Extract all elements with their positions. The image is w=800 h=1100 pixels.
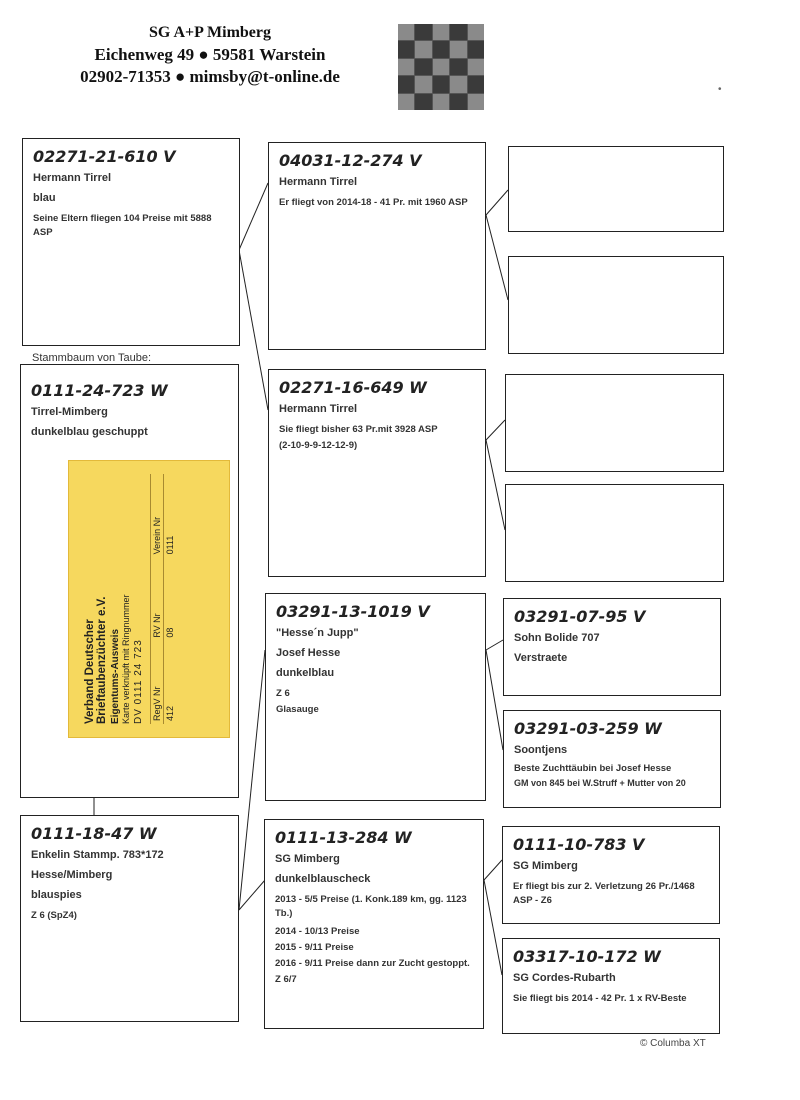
connector-mf-mff bbox=[486, 640, 503, 650]
connector-mother-mm bbox=[239, 880, 265, 910]
header-name: SG A+P Mimberg bbox=[149, 24, 271, 41]
mm-prize-2015: 2015 - 9/11 Preise bbox=[275, 942, 354, 953]
ff-breeder: Hermann Tirrel bbox=[279, 176, 358, 188]
mm-breeder: SG Mimberg bbox=[275, 853, 340, 865]
card-subtitle: Karte verknüpft mit Ringnummer bbox=[121, 594, 131, 724]
card-title: Eigentums-Ausweis bbox=[110, 628, 121, 724]
mf-note1: Z 6 bbox=[276, 688, 290, 699]
card-header-rv: RV Nr bbox=[150, 557, 163, 640]
card-ring-number: DV 0111 24 723 bbox=[133, 639, 144, 724]
mm-prize-2014: 2014 - 10/13 Preise bbox=[275, 926, 360, 937]
mff-line2: Verstraete bbox=[514, 652, 568, 664]
father-ring: 02271-21-610 V bbox=[33, 147, 176, 166]
card-value-rv: 08 bbox=[163, 557, 176, 640]
mm-z: Z 6/7 bbox=[275, 974, 297, 985]
ffa-empty-box bbox=[508, 146, 724, 232]
mother-ring: 0111-18-47 W bbox=[31, 824, 157, 843]
header-contact: 02902-71353 ● mimsby@t-online.de bbox=[80, 67, 340, 86]
mmf-breeder: SG Mimberg bbox=[513, 860, 578, 872]
card-header-regv: RegV Nr bbox=[150, 641, 163, 724]
copyright: © Columba XT bbox=[640, 1038, 706, 1049]
card-value-verein: 0111 bbox=[163, 474, 176, 557]
connector-mf-mfm bbox=[486, 650, 503, 750]
mmm-box bbox=[502, 938, 720, 1034]
connector-fm-2 bbox=[486, 440, 505, 530]
mfm-box bbox=[503, 710, 721, 808]
mfm-line2: Beste Zuchttäubin bei Josef Hesse bbox=[514, 763, 672, 774]
fm-breeder: Hermann Tirrel bbox=[279, 403, 358, 415]
mff-line1: Sohn Bolide 707 bbox=[514, 632, 600, 644]
header-address: Eichenweg 49 ● 59581 Warstein bbox=[94, 45, 326, 64]
subject-color: dunkelblau geschuppt bbox=[31, 426, 148, 438]
mmm-ring: 03317-10-172 W bbox=[513, 947, 661, 966]
subject-breeder: Tirrel-Mimberg bbox=[31, 406, 108, 418]
mff-box bbox=[503, 598, 721, 696]
card-ids bbox=[150, 474, 176, 724]
ff-ring: 04031-12-274 V bbox=[279, 151, 422, 170]
mm-ring: 0111-13-284 W bbox=[275, 828, 412, 847]
mother-note: Z 6 (SpZ4) bbox=[31, 910, 77, 921]
father-breeder: Hermann Tirrel bbox=[33, 172, 112, 184]
mmf-ring: 0111-10-783 V bbox=[513, 835, 645, 854]
fm-note2: (2-10-9-9-12-12-9) bbox=[279, 440, 358, 451]
mff-ring: 03291-07-95 V bbox=[514, 607, 646, 626]
card-association-2: Brieftaubenzüchter e.V. bbox=[96, 596, 108, 724]
pedigree-label: Stammbaum von Taube: bbox=[28, 352, 155, 364]
connector-mm-mmf bbox=[484, 860, 502, 880]
mf-box bbox=[265, 593, 486, 801]
mf-color: dunkelblau bbox=[276, 667, 335, 679]
mm-prize-2013: 2013 - 5/5 Preise (1. Konk.189 km, gg. 1123 Tb.) bbox=[275, 894, 467, 919]
ownership-card bbox=[68, 460, 230, 738]
ffb-empty-box bbox=[508, 256, 724, 354]
mother-color: blauspies bbox=[31, 889, 82, 901]
subject-ring: 0111-24-723 W bbox=[31, 381, 168, 400]
connector-fm-1 bbox=[486, 420, 505, 440]
mmf-box bbox=[502, 826, 720, 924]
connector-father-fm bbox=[239, 250, 268, 410]
mm-prize-2016: 2016 - 9/11 Preise dann zur Zucht gestoppt. bbox=[275, 958, 470, 969]
father-color: blau bbox=[33, 192, 56, 204]
ff-box bbox=[268, 142, 486, 350]
mmm-breeder: SG Cordes-Rubarth bbox=[513, 972, 616, 984]
mf-note2: Glasauge bbox=[276, 704, 319, 715]
mfm-line1: Soontjens bbox=[514, 744, 568, 756]
mmm-note: Sie fliegt bis 2014 - 42 Pr. 1 x RV-Beste bbox=[513, 993, 687, 1004]
father-box bbox=[22, 138, 240, 346]
stray-mark: • bbox=[718, 84, 722, 95]
mmf-note: Er fliegt bis zur 2. Verletzung 26 Pr./1468 ASP - Z6 bbox=[513, 881, 695, 906]
card-header-verein: Verein Nr bbox=[150, 474, 163, 557]
card-value-regv: 412 bbox=[163, 641, 176, 724]
connector-mother-mf bbox=[239, 650, 265, 910]
fm-box bbox=[268, 369, 486, 577]
mother-line1: Enkelin Stammp. 783*172 bbox=[31, 849, 164, 861]
mfm-ring: 03291-03-259 W bbox=[514, 719, 662, 738]
mfm-line3: GM von 845 bei W.Struff + Mutter von 20 bbox=[514, 778, 686, 788]
mother-box bbox=[20, 815, 239, 1022]
mm-color: dunkelblauscheck bbox=[275, 873, 371, 885]
connector-ff-2 bbox=[486, 215, 508, 300]
mm-box bbox=[264, 819, 484, 1029]
fm-ring: 02271-16-649 W bbox=[279, 378, 427, 397]
fm-note1: Sie fliegt bisher 63 Pr.mit 3928 ASP bbox=[279, 424, 438, 435]
mother-line2: Hesse/Mimberg bbox=[31, 869, 113, 881]
card-association: Verband Deutscher bbox=[84, 619, 96, 724]
mf-name: "Hesse´n Jupp" bbox=[276, 627, 359, 639]
mf-ring: 03291-13-1019 V bbox=[276, 602, 430, 621]
mf-breeder: Josef Hesse bbox=[276, 647, 341, 659]
father-note: Seine Eltern fliegen 104 Preise mit 5888 ASP bbox=[33, 213, 212, 238]
fmb-empty-box bbox=[505, 484, 724, 582]
connector-father-ff bbox=[239, 183, 268, 250]
fma-empty-box bbox=[505, 374, 724, 472]
connector-ff-1 bbox=[486, 190, 508, 215]
connector-mm-mmm bbox=[484, 880, 502, 975]
ff-note: Er fliegt von 2014-18 - 41 Pr. mit 1960 ASP bbox=[279, 197, 468, 208]
